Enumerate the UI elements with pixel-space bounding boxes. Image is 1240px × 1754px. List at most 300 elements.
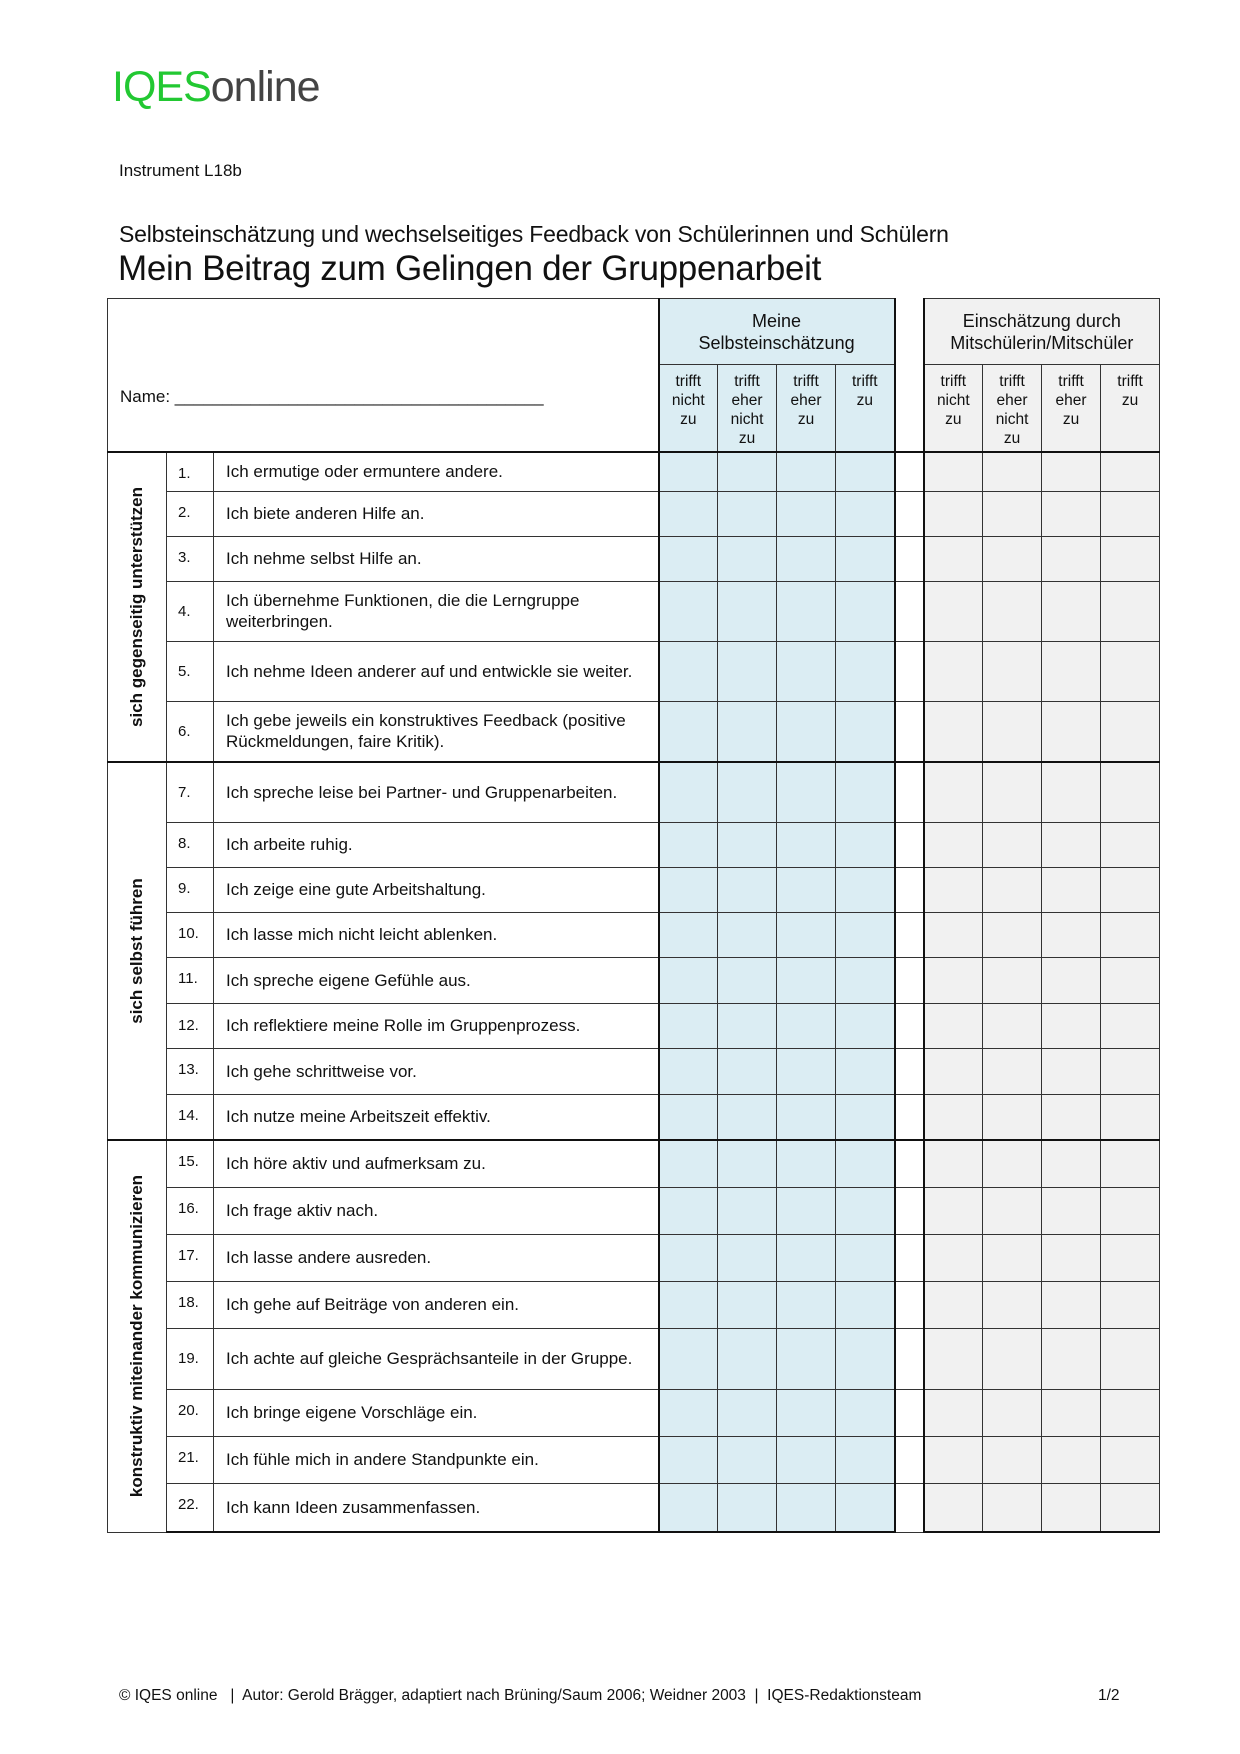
item-statement: Ich achte auf gleiche Gesprächsanteile in der Gruppe. bbox=[214, 1328, 659, 1389]
self-rating-cell[interactable] bbox=[718, 762, 777, 822]
self-rating-cell[interactable] bbox=[836, 957, 895, 1003]
peer-rating-cell[interactable] bbox=[983, 822, 1042, 867]
peer-rating-cell[interactable] bbox=[924, 1389, 983, 1436]
self-rating-cell[interactable] bbox=[659, 701, 718, 762]
self-rating-cell[interactable] bbox=[718, 912, 777, 957]
peer-rating-cell[interactable] bbox=[924, 1187, 983, 1234]
peer-rating-cell[interactable] bbox=[1101, 1003, 1160, 1048]
rating-word: zu bbox=[1003, 430, 1021, 447]
column-gap bbox=[895, 867, 924, 912]
peer-rating-cell[interactable] bbox=[983, 867, 1042, 912]
self-rating-cell[interactable] bbox=[659, 491, 718, 536]
item-number: 18. bbox=[167, 1281, 214, 1328]
self-rating-cell[interactable] bbox=[777, 452, 836, 491]
peer-rating-cell[interactable] bbox=[1042, 957, 1101, 1003]
peer-rating-header bbox=[924, 365, 983, 453]
peer-rating-cell[interactable] bbox=[1042, 1003, 1101, 1048]
self-rating-cell[interactable] bbox=[718, 536, 777, 581]
rating-word: trifft bbox=[675, 373, 702, 390]
self-rating-cell[interactable] bbox=[718, 957, 777, 1003]
peer-rating-cell[interactable] bbox=[1042, 1048, 1101, 1094]
item-number: 8. bbox=[167, 822, 214, 867]
document-subtitle: Selbsteinschätzung und wechselseitiges Feedback von Schülerinnen und Schülern bbox=[119, 221, 949, 247]
self-rating-cell[interactable] bbox=[718, 581, 777, 641]
peer-header-line2: Mitschülerin/Mitschüler bbox=[950, 332, 1134, 353]
rating-word: nicht bbox=[671, 392, 705, 409]
peer-rating-cell[interactable] bbox=[983, 762, 1042, 822]
item-number: 14. bbox=[167, 1094, 214, 1140]
peer-rating-cell[interactable] bbox=[924, 1048, 983, 1094]
item-row bbox=[108, 957, 1160, 1003]
peer-rating-cell[interactable] bbox=[924, 1140, 983, 1187]
item-number: 19. bbox=[167, 1328, 214, 1389]
self-rating-cell[interactable] bbox=[718, 452, 777, 491]
peer-rating-cell[interactable] bbox=[1101, 581, 1160, 641]
item-statement: Ich höre aktiv und aufmerksam zu. bbox=[214, 1140, 659, 1187]
rating-word: eher bbox=[731, 392, 763, 409]
peer-rating-cell[interactable] bbox=[1101, 491, 1160, 536]
column-gap bbox=[895, 641, 924, 701]
column-gap bbox=[895, 1048, 924, 1094]
self-rating-cell[interactable] bbox=[777, 1048, 836, 1094]
peer-rating-cell[interactable] bbox=[1042, 536, 1101, 581]
item-row bbox=[108, 581, 1160, 641]
peer-rating-cell[interactable] bbox=[924, 762, 983, 822]
peer-rating-cell[interactable] bbox=[983, 1281, 1042, 1328]
self-rating-cell[interactable] bbox=[718, 1140, 777, 1187]
item-statement: Ich gehe auf Beiträge von anderen ein. bbox=[214, 1281, 659, 1328]
column-gap bbox=[895, 1003, 924, 1048]
item-number: 6. bbox=[167, 701, 214, 762]
self-rating-cell[interactable] bbox=[777, 1328, 836, 1389]
rating-word: eher bbox=[1055, 392, 1087, 409]
peer-rating-cell[interactable] bbox=[924, 1483, 983, 1532]
self-rating-cell[interactable] bbox=[718, 491, 777, 536]
peer-rating-cell[interactable] bbox=[983, 957, 1042, 1003]
peer-rating-cell[interactable] bbox=[924, 822, 983, 867]
peer-rating-header bbox=[1101, 365, 1160, 453]
self-rating-cell[interactable] bbox=[659, 822, 718, 867]
peer-rating-cell[interactable] bbox=[1042, 762, 1101, 822]
peer-rating-cell[interactable] bbox=[983, 1048, 1042, 1094]
column-gap bbox=[895, 957, 924, 1003]
item-row bbox=[108, 762, 1160, 822]
self-rating-cell[interactable] bbox=[836, 491, 895, 536]
peer-rating-cell[interactable] bbox=[924, 452, 983, 491]
item-statement: Ich nehme selbst Hilfe an. bbox=[214, 536, 659, 581]
peer-rating-cell[interactable] bbox=[1101, 957, 1160, 1003]
peer-rating-cell[interactable] bbox=[924, 957, 983, 1003]
column-gap bbox=[895, 1483, 924, 1532]
item-row bbox=[108, 1281, 1160, 1328]
column-gap bbox=[895, 701, 924, 762]
peer-rating-cell[interactable] bbox=[1042, 1436, 1101, 1483]
item-row bbox=[108, 641, 1160, 701]
item-row bbox=[108, 1234, 1160, 1281]
item-row bbox=[108, 867, 1160, 912]
item-statement: Ich gebe jeweils ein konstruktives Feedback (positive Rückmeldungen, faire Kritik). bbox=[214, 701, 659, 762]
self-rating-cell[interactable] bbox=[836, 581, 895, 641]
peer-rating-cell[interactable] bbox=[924, 912, 983, 957]
peer-rating-cell[interactable] bbox=[924, 641, 983, 701]
self-rating-cell[interactable] bbox=[836, 1003, 895, 1048]
peer-rating-cell[interactable] bbox=[983, 1389, 1042, 1436]
column-gap bbox=[895, 491, 924, 536]
rating-word: trifft bbox=[852, 373, 878, 390]
footer-credits: © IQES online | Autor: Gerold Brägger, adaptiert nach Brüning/Saum 2006; Weidner 2003 | IQES-Redaktionsteam bbox=[119, 1687, 922, 1704]
item-statement: Ich lasse andere ausreden. bbox=[214, 1234, 659, 1281]
peer-rating-cell[interactable] bbox=[1101, 912, 1160, 957]
peer-rating-cell[interactable] bbox=[1042, 1187, 1101, 1234]
peer-rating-cell[interactable] bbox=[1042, 1094, 1101, 1140]
self-rating-cell[interactable] bbox=[659, 1187, 718, 1234]
self-rating-cell[interactable] bbox=[659, 1483, 718, 1532]
self-rating-cell[interactable] bbox=[718, 867, 777, 912]
item-statement: Ich fühle mich in andere Standpunkte ein. bbox=[214, 1436, 659, 1483]
peer-rating-cell[interactable] bbox=[1101, 1328, 1160, 1389]
peer-rating-cell[interactable] bbox=[1042, 1483, 1101, 1532]
self-rating-cell[interactable] bbox=[659, 1436, 718, 1483]
peer-rating-cell[interactable] bbox=[983, 701, 1042, 762]
self-assessment-header bbox=[659, 299, 895, 365]
peer-rating-cell[interactable] bbox=[1101, 1140, 1160, 1187]
item-row bbox=[108, 1187, 1160, 1234]
section-label: konstruktiv miteinander kommunizieren bbox=[127, 1175, 146, 1498]
document-title: Mein Beitrag zum Gelingen der Gruppenarbeit bbox=[118, 249, 822, 288]
rating-word: zu bbox=[680, 411, 697, 428]
peer-rating-cell[interactable] bbox=[983, 491, 1042, 536]
self-rating-cell[interactable] bbox=[777, 867, 836, 912]
peer-rating-cell[interactable] bbox=[983, 536, 1042, 581]
self-header-line2: Selbsteinschätzung bbox=[698, 332, 855, 353]
self-rating-cell[interactable] bbox=[836, 1187, 895, 1234]
peer-rating-cell[interactable] bbox=[983, 1436, 1042, 1483]
item-statement: Ich biete anderen Hilfe an. bbox=[214, 491, 659, 536]
peer-rating-cell[interactable] bbox=[1101, 701, 1160, 762]
item-row bbox=[108, 912, 1160, 957]
peer-rating-cell[interactable] bbox=[924, 581, 983, 641]
self-rating-cell[interactable] bbox=[659, 1281, 718, 1328]
peer-rating-cell[interactable] bbox=[1101, 1094, 1160, 1140]
peer-rating-cell[interactable] bbox=[1101, 1436, 1160, 1483]
rating-word: trifft bbox=[1117, 373, 1143, 390]
item-row bbox=[108, 1094, 1160, 1140]
item-number: 4. bbox=[167, 581, 214, 641]
page-number: 1/2 bbox=[1098, 1687, 1120, 1704]
column-gap bbox=[895, 912, 924, 957]
item-number: 17. bbox=[167, 1234, 214, 1281]
self-rating-cell[interactable] bbox=[836, 641, 895, 701]
item-row bbox=[108, 822, 1160, 867]
peer-rating-cell[interactable] bbox=[1101, 1187, 1160, 1234]
column-gap bbox=[895, 452, 924, 491]
self-header-line1: Meine bbox=[752, 310, 802, 331]
section-label-cell bbox=[108, 762, 167, 1140]
peer-rating-cell[interactable] bbox=[1042, 1140, 1101, 1187]
self-rating-cell[interactable] bbox=[777, 1003, 836, 1048]
item-statement: Ich spreche eigene Gefühle aus. bbox=[214, 957, 659, 1003]
peer-rating-cell[interactable] bbox=[1042, 1234, 1101, 1281]
self-rating-cell[interactable] bbox=[718, 701, 777, 762]
rating-word: nicht bbox=[995, 411, 1029, 428]
self-rating-cell[interactable] bbox=[718, 641, 777, 701]
self-rating-cell[interactable] bbox=[659, 452, 718, 491]
rating-word: eher bbox=[790, 392, 822, 409]
peer-rating-cell[interactable] bbox=[1101, 867, 1160, 912]
self-rating-cell[interactable] bbox=[777, 762, 836, 822]
item-number: 2. bbox=[167, 491, 214, 536]
item-number: 13. bbox=[167, 1048, 214, 1094]
peer-rating-cell[interactable] bbox=[1101, 1281, 1160, 1328]
section-label: sich selbst führen bbox=[127, 878, 146, 1024]
self-rating-cell[interactable] bbox=[777, 1140, 836, 1187]
peer-rating-cell[interactable] bbox=[1042, 701, 1101, 762]
item-statement: Ich ermutige oder ermuntere andere. bbox=[214, 452, 659, 491]
item-statement: Ich übernehme Funktionen, die die Lerngruppe weiterbringen. bbox=[214, 581, 659, 641]
rating-word: zu bbox=[945, 411, 962, 428]
peer-rating-cell[interactable] bbox=[1042, 912, 1101, 957]
self-rating-cell[interactable] bbox=[659, 1094, 718, 1140]
item-number: 1. bbox=[167, 452, 214, 491]
column-gap bbox=[895, 1281, 924, 1328]
self-rating-cell[interactable] bbox=[659, 912, 718, 957]
peer-rating-cell[interactable] bbox=[1101, 452, 1160, 491]
peer-rating-cell[interactable] bbox=[1042, 1281, 1101, 1328]
self-rating-cell[interactable] bbox=[659, 1048, 718, 1094]
peer-rating-cell[interactable] bbox=[1101, 762, 1160, 822]
item-statement: Ich arbeite ruhig. bbox=[214, 822, 659, 867]
item-number: 12. bbox=[167, 1003, 214, 1048]
self-rating-cell[interactable] bbox=[718, 1234, 777, 1281]
self-rating-cell[interactable] bbox=[836, 1328, 895, 1389]
self-rating-cell[interactable] bbox=[777, 1094, 836, 1140]
self-rating-cell[interactable] bbox=[777, 957, 836, 1003]
self-rating-cell[interactable] bbox=[836, 1140, 895, 1187]
peer-rating-cell[interactable] bbox=[924, 1003, 983, 1048]
peer-assessment-header bbox=[924, 299, 1160, 365]
column-gap bbox=[895, 365, 924, 453]
column-gap bbox=[895, 1389, 924, 1436]
column-gap bbox=[895, 1187, 924, 1234]
rating-word: nicht bbox=[730, 411, 764, 428]
column-gap bbox=[895, 1140, 924, 1187]
self-rating-header bbox=[718, 365, 777, 453]
self-rating-cell[interactable] bbox=[836, 912, 895, 957]
peer-rating-cell[interactable] bbox=[924, 867, 983, 912]
item-number: 5. bbox=[167, 641, 214, 701]
name-field[interactable] bbox=[108, 299, 659, 453]
self-rating-cell[interactable] bbox=[718, 1328, 777, 1389]
peer-rating-cell[interactable] bbox=[1042, 867, 1101, 912]
item-statement: Ich gehe schrittweise vor. bbox=[214, 1048, 659, 1094]
rating-word: trifft bbox=[793, 373, 819, 390]
assessment-table bbox=[107, 298, 1160, 1533]
self-rating-cell[interactable] bbox=[777, 701, 836, 762]
item-row bbox=[108, 536, 1160, 581]
self-rating-cell[interactable] bbox=[659, 1389, 718, 1436]
column-gap bbox=[895, 536, 924, 581]
item-number: 20. bbox=[167, 1389, 214, 1436]
item-number: 16. bbox=[167, 1187, 214, 1234]
self-rating-cell[interactable] bbox=[836, 1436, 895, 1483]
self-rating-cell[interactable] bbox=[718, 1187, 777, 1234]
peer-rating-cell[interactable] bbox=[1042, 581, 1101, 641]
peer-rating-cell[interactable] bbox=[1042, 822, 1101, 867]
self-rating-cell[interactable] bbox=[777, 1483, 836, 1532]
peer-rating-cell[interactable] bbox=[1101, 1048, 1160, 1094]
self-rating-cell[interactable] bbox=[777, 1281, 836, 1328]
peer-rating-cell[interactable] bbox=[924, 1328, 983, 1389]
peer-rating-cell[interactable] bbox=[924, 1094, 983, 1140]
peer-rating-cell[interactable] bbox=[983, 452, 1042, 491]
peer-rating-cell[interactable] bbox=[924, 536, 983, 581]
self-rating-cell[interactable] bbox=[659, 1140, 718, 1187]
peer-rating-cell[interactable] bbox=[1101, 1483, 1160, 1532]
rating-word: zu bbox=[1062, 411, 1080, 428]
item-statement: Ich bringe eigene Vorschläge ein. bbox=[214, 1389, 659, 1436]
item-row bbox=[108, 491, 1160, 536]
item-number: 11. bbox=[167, 957, 214, 1003]
peer-rating-cell[interactable] bbox=[1101, 1234, 1160, 1281]
self-rating-cell[interactable] bbox=[777, 1389, 836, 1436]
self-rating-cell[interactable] bbox=[659, 762, 718, 822]
peer-rating-cell[interactable] bbox=[1042, 452, 1101, 491]
peer-rating-cell[interactable] bbox=[983, 912, 1042, 957]
column-gap bbox=[895, 822, 924, 867]
peer-rating-header bbox=[983, 365, 1042, 453]
peer-rating-cell[interactable] bbox=[1042, 1389, 1101, 1436]
self-rating-cell[interactable] bbox=[718, 822, 777, 867]
name-label: Name: _______________________________________ bbox=[120, 387, 544, 406]
self-rating-cell[interactable] bbox=[777, 1436, 836, 1483]
self-rating-cell[interactable] bbox=[777, 536, 836, 581]
peer-rating-cell[interactable] bbox=[1101, 1389, 1160, 1436]
self-rating-cell[interactable] bbox=[659, 641, 718, 701]
self-rating-cell[interactable] bbox=[836, 822, 895, 867]
column-gap bbox=[895, 581, 924, 641]
self-rating-cell[interactable] bbox=[718, 1389, 777, 1436]
item-row bbox=[108, 1483, 1160, 1532]
logo-iqes: IQES bbox=[112, 63, 211, 111]
item-row bbox=[108, 1436, 1160, 1483]
rating-word: trifft bbox=[1058, 373, 1084, 390]
peer-rating-cell[interactable] bbox=[1042, 491, 1101, 536]
peer-rating-cell[interactable] bbox=[924, 1234, 983, 1281]
self-rating-cell[interactable] bbox=[836, 867, 895, 912]
rating-word: zu bbox=[1121, 392, 1139, 409]
column-gap bbox=[895, 1328, 924, 1389]
rating-word: trifft bbox=[999, 373, 1025, 390]
peer-rating-cell[interactable] bbox=[924, 701, 983, 762]
self-rating-cell[interactable] bbox=[659, 1328, 718, 1389]
rating-word: eher bbox=[996, 392, 1028, 409]
self-rating-cell[interactable] bbox=[836, 762, 895, 822]
item-statement: Ich frage aktiv nach. bbox=[214, 1187, 659, 1234]
instrument-id: Instrument L18b bbox=[119, 161, 242, 180]
item-statement: Ich nehme Ideen anderer auf und entwickle sie weiter. bbox=[214, 641, 659, 701]
peer-rating-cell[interactable] bbox=[983, 1328, 1042, 1389]
self-rating-cell[interactable] bbox=[659, 957, 718, 1003]
peer-rating-cell[interactable] bbox=[983, 1234, 1042, 1281]
rating-word: zu bbox=[738, 430, 756, 447]
self-rating-cell[interactable] bbox=[836, 1048, 895, 1094]
peer-rating-cell[interactable] bbox=[1101, 641, 1160, 701]
self-rating-cell[interactable] bbox=[777, 822, 836, 867]
self-rating-cell[interactable] bbox=[777, 1234, 836, 1281]
item-row bbox=[108, 1328, 1160, 1389]
peer-rating-cell[interactable] bbox=[983, 581, 1042, 641]
self-rating-cell[interactable] bbox=[718, 1003, 777, 1048]
self-rating-cell[interactable] bbox=[836, 701, 895, 762]
self-rating-cell[interactable] bbox=[659, 1234, 718, 1281]
item-number: 22. bbox=[167, 1483, 214, 1532]
peer-rating-cell[interactable] bbox=[983, 641, 1042, 701]
peer-rating-cell[interactable] bbox=[1101, 822, 1160, 867]
peer-header-line1: Einschätzung durch bbox=[962, 310, 1121, 331]
item-statement: Ich reflektiere meine Rolle im Gruppenprozess. bbox=[214, 1003, 659, 1048]
item-statement: Ich kann Ideen zusammenfassen. bbox=[214, 1483, 659, 1532]
item-row bbox=[108, 452, 1160, 491]
peer-rating-cell[interactable] bbox=[983, 1094, 1042, 1140]
self-rating-cell[interactable] bbox=[718, 1094, 777, 1140]
self-rating-cell[interactable] bbox=[718, 1436, 777, 1483]
item-row bbox=[108, 1003, 1160, 1048]
item-number: 7. bbox=[167, 762, 214, 822]
peer-rating-cell[interactable] bbox=[983, 1483, 1042, 1532]
self-rating-cell[interactable] bbox=[718, 1483, 777, 1532]
rating-word: nicht bbox=[936, 392, 970, 409]
item-row bbox=[108, 1048, 1160, 1094]
self-rating-cell[interactable] bbox=[836, 1389, 895, 1436]
self-rating-cell[interactable] bbox=[659, 581, 718, 641]
self-rating-cell[interactable] bbox=[836, 1483, 895, 1532]
self-rating-cell[interactable] bbox=[836, 1234, 895, 1281]
self-rating-cell[interactable] bbox=[836, 536, 895, 581]
peer-rating-cell[interactable] bbox=[983, 1140, 1042, 1187]
self-rating-cell[interactable] bbox=[659, 867, 718, 912]
self-rating-cell[interactable] bbox=[836, 1094, 895, 1140]
item-number: 3. bbox=[167, 536, 214, 581]
section-label-cell bbox=[108, 1140, 167, 1532]
self-rating-cell[interactable] bbox=[777, 912, 836, 957]
peer-rating-cell[interactable] bbox=[983, 1003, 1042, 1048]
item-row bbox=[108, 1389, 1160, 1436]
self-rating-cell[interactable] bbox=[777, 491, 836, 536]
item-statement: Ich zeige eine gute Arbeitshaltung. bbox=[214, 867, 659, 912]
self-rating-cell[interactable] bbox=[777, 581, 836, 641]
peer-rating-cell[interactable] bbox=[1101, 536, 1160, 581]
peer-rating-cell[interactable] bbox=[924, 1281, 983, 1328]
self-rating-cell[interactable] bbox=[659, 536, 718, 581]
self-rating-cell[interactable] bbox=[777, 641, 836, 701]
self-rating-cell[interactable] bbox=[777, 1187, 836, 1234]
rating-word: trifft bbox=[734, 373, 760, 390]
peer-rating-cell[interactable] bbox=[983, 1187, 1042, 1234]
peer-rating-cell[interactable] bbox=[924, 1436, 983, 1483]
peer-rating-cell[interactable] bbox=[1042, 1328, 1101, 1389]
peer-rating-header bbox=[1042, 365, 1101, 453]
self-rating-cell[interactable] bbox=[836, 452, 895, 491]
self-rating-header bbox=[836, 365, 895, 453]
self-rating-cell[interactable] bbox=[836, 1281, 895, 1328]
self-rating-cell[interactable] bbox=[718, 1048, 777, 1094]
column-gap bbox=[895, 1436, 924, 1483]
iqes-online-logo bbox=[112, 63, 320, 111]
self-rating-cell[interactable] bbox=[659, 1003, 718, 1048]
peer-rating-cell[interactable] bbox=[1042, 641, 1101, 701]
self-rating-cell[interactable] bbox=[718, 1281, 777, 1328]
peer-rating-cell[interactable] bbox=[924, 491, 983, 536]
